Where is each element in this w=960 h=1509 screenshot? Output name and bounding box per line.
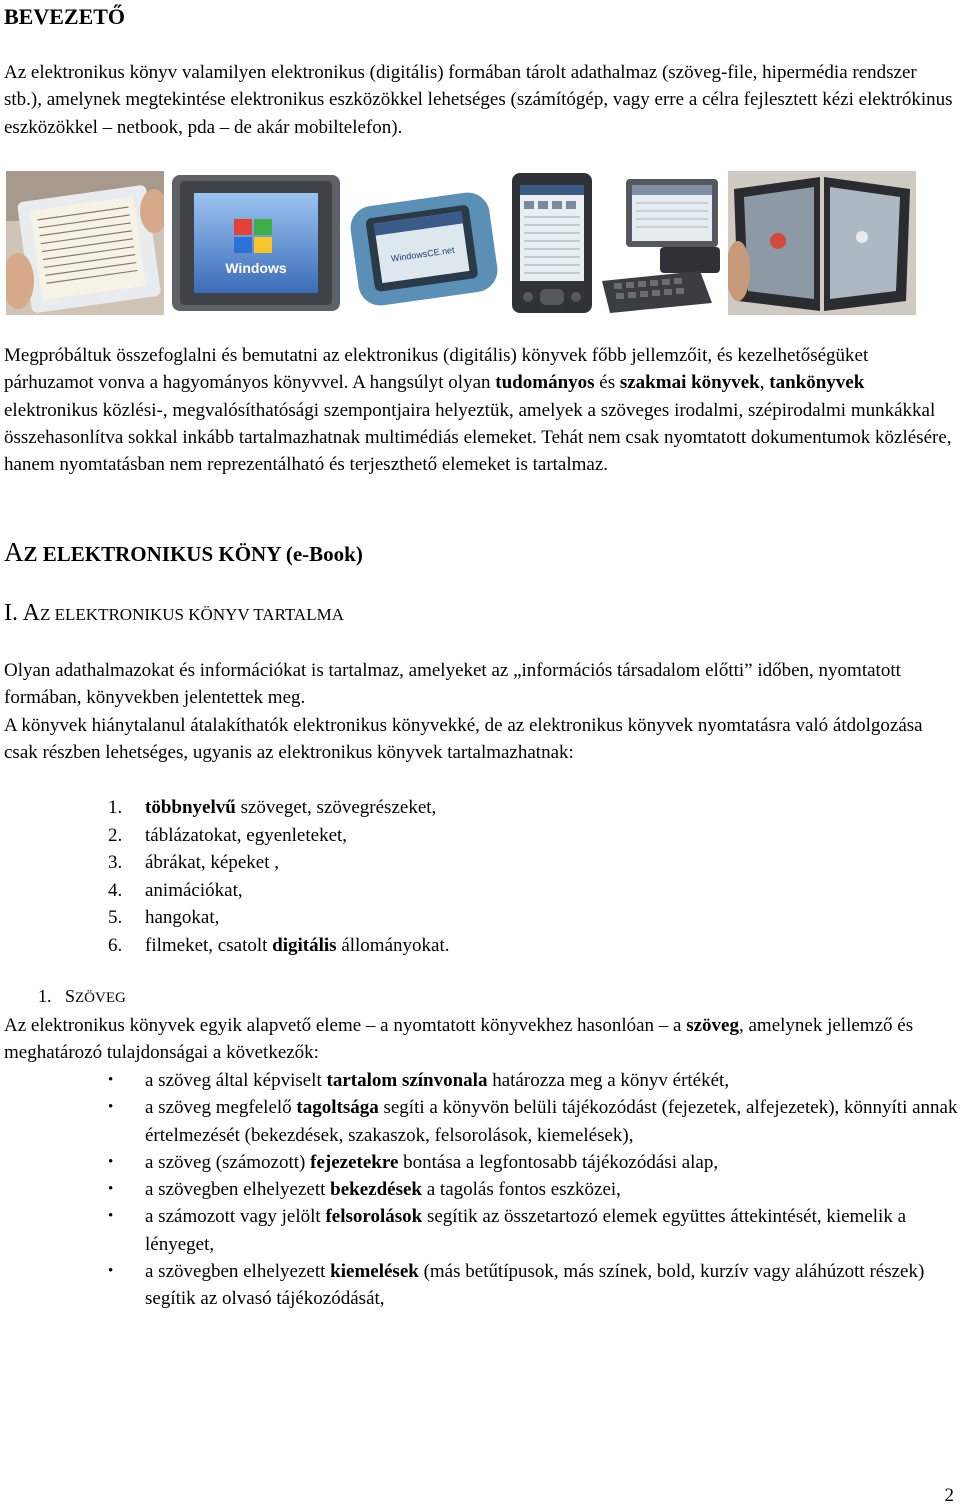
device-photo-strip (6, 171, 916, 315)
list-item: • a szöveg (számozott) fejezetekre bontása a legfontosabb tájékozódási alap, (108, 1151, 719, 1173)
bullet-list (108, 1067, 958, 1313)
section-heading: AZ ELEKTRONIKUS KÖNY (e-Book) (4, 537, 363, 567)
list-item: 2. táblázatokat, egyenleteket, (108, 824, 348, 846)
dual-screen-reader-photo (728, 171, 916, 315)
windows-ce-device-photo (348, 171, 498, 315)
subsection-heading: I. AZ ELEKTRONIKUS KÖNYV TARTALMA (4, 600, 344, 626)
list-item: • a szöveg megfelelő tagoltsága segíti a könyvön belüli tájékozódást (fejezetek, alfejezetek), könnyíti annak értelmezését (bekezdések, szakaszok, felsorolások, kiemelések), (108, 1097, 958, 1146)
list-item: 5. hangokat, (108, 907, 220, 928)
windows-tablet-photo (168, 171, 344, 315)
content-paragraph-2: A könyvek hiánytalanul átalakíthatók elektronikus könyvekké, de az elektronikus könyvek nyomtatásra való átdolgozása csak részben lehetséges, ugyanis az elektronikus könyvek tartalmazhatnak: (4, 715, 923, 764)
numbered-list (108, 794, 708, 959)
list-item: • a szövegben elhelyezett bekezdések a tagolás fontos eszközei, (108, 1179, 621, 1201)
bold-szakmai-konyvek: szakmai könyvek (619, 372, 760, 394)
page-heading: BEVEZETŐ (4, 4, 126, 29)
list-item: 6. filmeket, csatolt digitális állományokat. (108, 934, 450, 956)
tablet-reader-photo (6, 171, 164, 315)
list-item: 4. animációkat, (108, 879, 243, 901)
netbook-photo (600, 171, 724, 315)
list-item: • a szöveg által képviselt tartalom színvonala határozza meg a könyv értékét, (108, 1070, 730, 1091)
pda-photo (506, 171, 598, 315)
summary-paragraph: Megpróbáltuk összefoglalni és bemutatni az elektronikus (digitális) könyvek főbb jellemzőit, és kezelhetőségüket párhuzamot vonva a hagyományos könyvvel. A hangsúlyt olyan tudományos és szakmai könyvek, tankönyvek elektronikus közlési-, megvalósíthatósági szempontjaira helyeztük, amelyek a szöveges irodalmi, szépirodalmi munkákkal összehasonlítva sokkal inkább tartalmazhatnak multimédiás elemeket. Tehát nem csak nyomtatott dokumentumok közlésére, hanem nyomtatásban nem reprezentálható és terjeszthető elemeket is tartalmaz. (4, 345, 952, 476)
windows-ce-screen-text: WindowsCE.net (390, 244, 456, 264)
text-paragraph: Az elektronikus könyvek egyik alapvető eleme – a nyomtatott könyvekhez hasonlóan – a szöveg, amelynek jellemző és meghatározó tulajdonságai a következők: (4, 1015, 914, 1064)
bold-tankonyvek: tankönyvek (769, 372, 865, 394)
list-item: 1. többnyelvű szöveget, szövegrészeket, (108, 797, 437, 818)
content-paragraph-1: Olyan adathalmazokat és információkat is tartalmaz, amelyeket az „információs társadalom előtti” időben, nyomtatott formában, könyvekben jelentettek meg. (4, 660, 901, 709)
list-item: • a szövegben elhelyezett kiemelések (más betűtípusok, más színek, bold, kurzív vagy aláhúzott részek) segítik az olvasó tájékozódását, (108, 1261, 925, 1310)
text-section-heading: 1. SZÖVEG (38, 986, 126, 1006)
windows-screen-text: Windows (225, 260, 287, 276)
intro-paragraph: Az elektronikus könyv valamilyen elektronikus (digitális) formában tárolt adathalmaz (szöveg-file, hipermédia rendszer stb.), amelynek megtekintése elektronikus eszközökkel lehetséges (számítógép, vagy erre a célra fejlesztett kézi elektrókinus eszközökkel – netbook, pda – de akár mobiltelefon). (4, 62, 953, 138)
page-number: 2 (944, 1485, 954, 1506)
list-item: 3. ábrákat, képeket , (108, 852, 279, 873)
list-item: • a számozott vagy jelölt felsorolások segítik az összetartozó elemek együttes áttekintését, kiemelik a lényeget, (108, 1206, 907, 1255)
bold-tudomanyos: tudományos (495, 372, 595, 394)
